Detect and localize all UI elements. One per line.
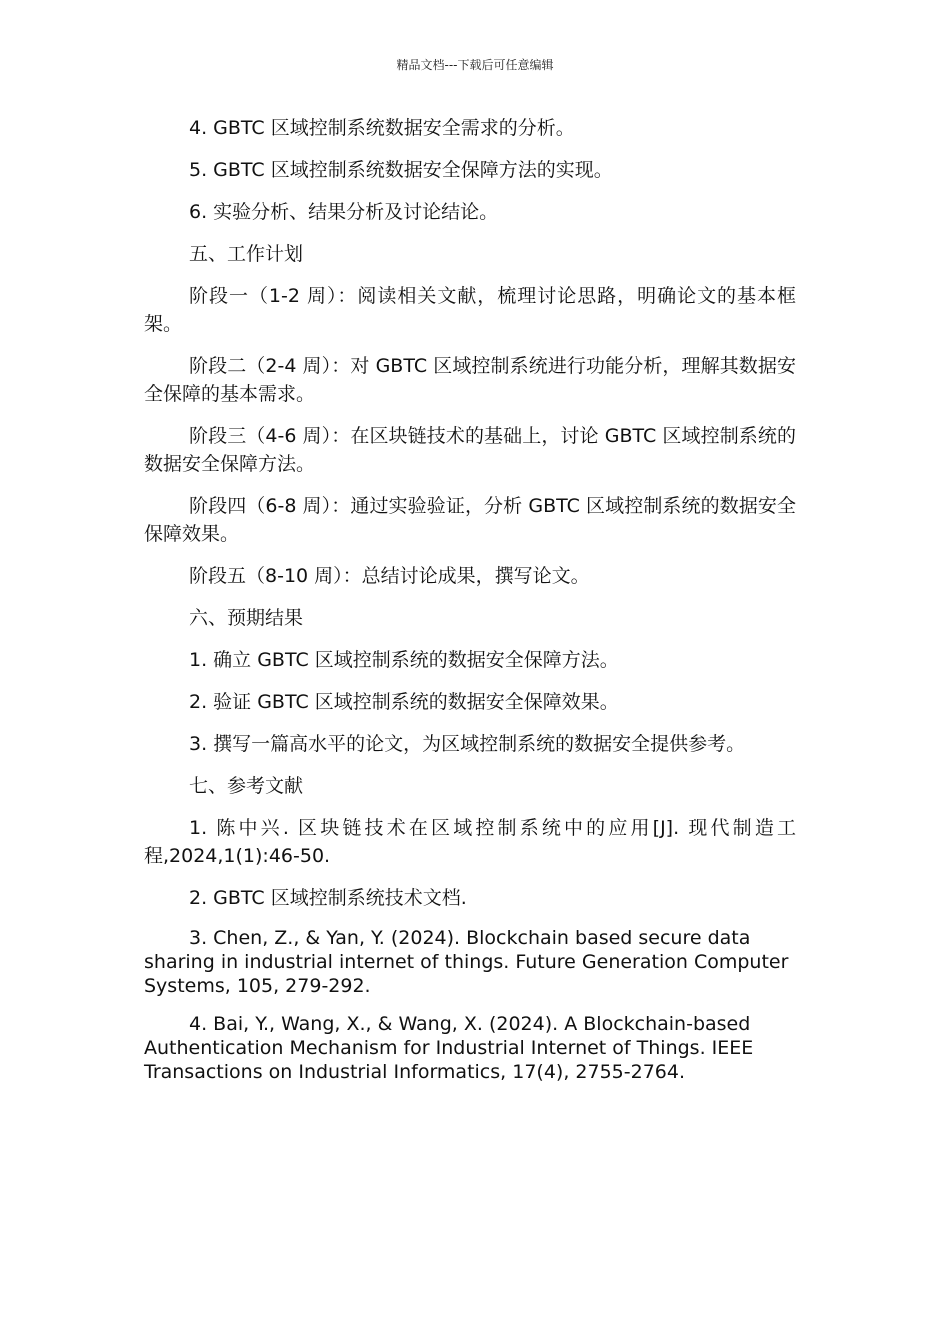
section-heading-work-plan: 五、工作计划	[189, 243, 304, 265]
result-3: 3. 撰写一篇高水平的论文，为区域控制系统的数据安全提供参考。	[189, 733, 746, 755]
reference-2: 2. GBTC 区域控制系统技术文档.	[189, 887, 467, 909]
stage-3: 阶段三（4-6 周）：在区块链技术的基础上，讨论 GBTC 区域控制系统的数据安全保障方法。	[144, 425, 796, 475]
result-2: 2. 验证 GBTC 区域控制系统的数据安全保障效果。	[189, 691, 619, 713]
list-item-6: 6. 实验分析、结果分析及讨论结论。	[189, 201, 499, 223]
reference-4: 4. Bai, Y., Wang, X., & Wang, X. (2024). A Blockchain-based Authentication Mechanism for Industrial Internet of Things. IEEE Transactions on Industrial Informatics, 17(4), 2755-2764.	[144, 1013, 754, 1083]
stage-4: 阶段四（6-8 周）：通过实验验证，分析 GBTC 区域控制系统的数据安全保障效果。	[144, 495, 796, 545]
stage-5: 阶段五（8-10 周）：总结讨论成果，撰写论文。	[189, 565, 590, 587]
reference-3: 3. Chen, Z., & Yan, Y. (2024). Blockchain based secure data sharing in industrial internet of things. Future Generation Computer Systems, 105, 279-292.	[144, 927, 789, 997]
stage-1: 阶段一（1-2 周）：阅读相关文献，梳理讨论思路，明确论文的基本框架。	[144, 285, 796, 335]
stage-2: 阶段二（2-4 周）：对 GBTC 区域控制系统进行功能分析，理解其数据安全保障的基本需求。	[144, 355, 796, 405]
section-heading-references: 七、参考文献	[189, 775, 304, 797]
result-1: 1. 确立 GBTC 区域控制系统的数据安全保障方法。	[189, 649, 619, 671]
document-body	[144, 114, 796, 1098]
page-header: 精品文档---下载后可任意编辑	[396, 58, 554, 72]
section-heading-expected-results: 六、预期结果	[189, 607, 304, 629]
list-item-4: 4. GBTC 区域控制系统数据安全需求的分析。	[189, 117, 575, 139]
list-item-5: 5. GBTC 区域控制系统数据安全保障方法的实现。	[189, 159, 613, 181]
reference-1: 1. 陈中兴. 区块链技术在区域控制系统中的应用[J]. 现代制造工程,2024,1(1):46-50.	[144, 817, 796, 867]
